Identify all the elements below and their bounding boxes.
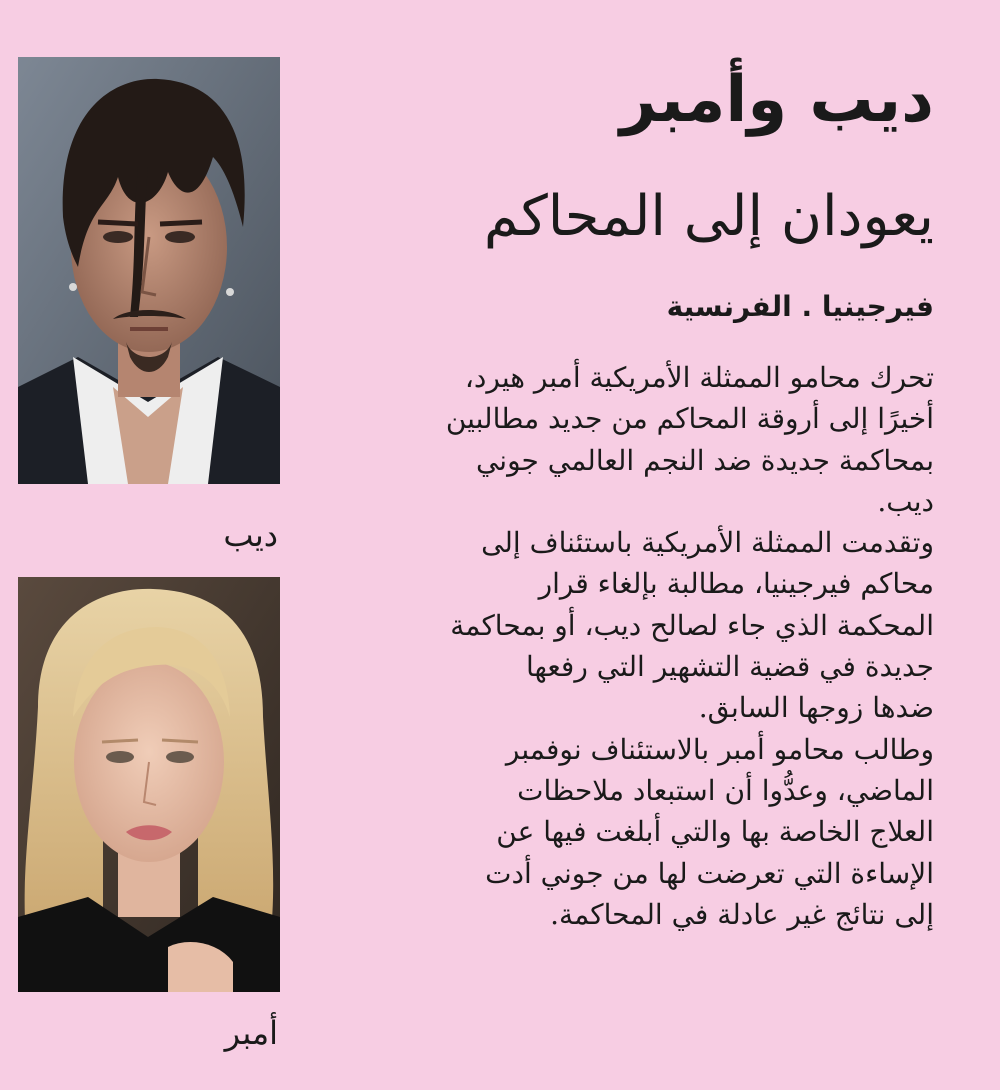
body-line: الماضي، وعدُّوا أن استبعاد ملاحظات — [517, 773, 934, 807]
body-line: وطالب محامو أمبر بالاستئناف نوفمبر — [505, 732, 934, 766]
body-line: إلى نتائج غير عادلة في المحاكمة. — [550, 897, 934, 931]
body-line: وتقدمت الممثلة الأمريكية باستئناف إلى — [481, 526, 934, 560]
amber-portrait-image — [18, 577, 280, 992]
body-line: أخيرًا إلى أروقة المحاكم من جديد مطالبين — [445, 402, 934, 436]
article-dateline: فيرجينيا . الفرنسية — [666, 290, 934, 323]
body-line: بمحاكمة جديدة ضد النجم العالمي جوني — [475, 443, 934, 477]
article-headline: ديب وأمبر — [619, 63, 934, 137]
article-subheadline: يعودان إلى المحاكم — [483, 184, 934, 249]
body-line: ضدها زوجها السابق. — [698, 691, 934, 725]
body-line: العلاج الخاصة بها والتي أبلغت فيها عن — [496, 815, 934, 849]
body-line: محاكم فيرجينيا، مطالبة بإلغاء قرار — [538, 567, 934, 601]
body-line: جديدة في قضية التشهير التي رفعها — [525, 650, 934, 684]
body-line: ديب. — [877, 484, 934, 518]
article-body — [309, 357, 934, 935]
photo-depp — [18, 57, 280, 484]
body-line: الإساءة التي تعرضت لها من جوني أدت — [485, 856, 934, 890]
body-line: المحكمة الذي جاء لصالح ديب، أو بمحاكمة — [450, 608, 934, 642]
body-line: تحرك محامو الممثلة الأمريكية أمبر هيرد، — [464, 361, 934, 394]
photo-caption-depp: ديب — [223, 516, 278, 554]
photo-amber — [18, 577, 280, 992]
depp-portrait-image — [18, 57, 280, 484]
photo-caption-amber: أمبر — [224, 1014, 278, 1052]
